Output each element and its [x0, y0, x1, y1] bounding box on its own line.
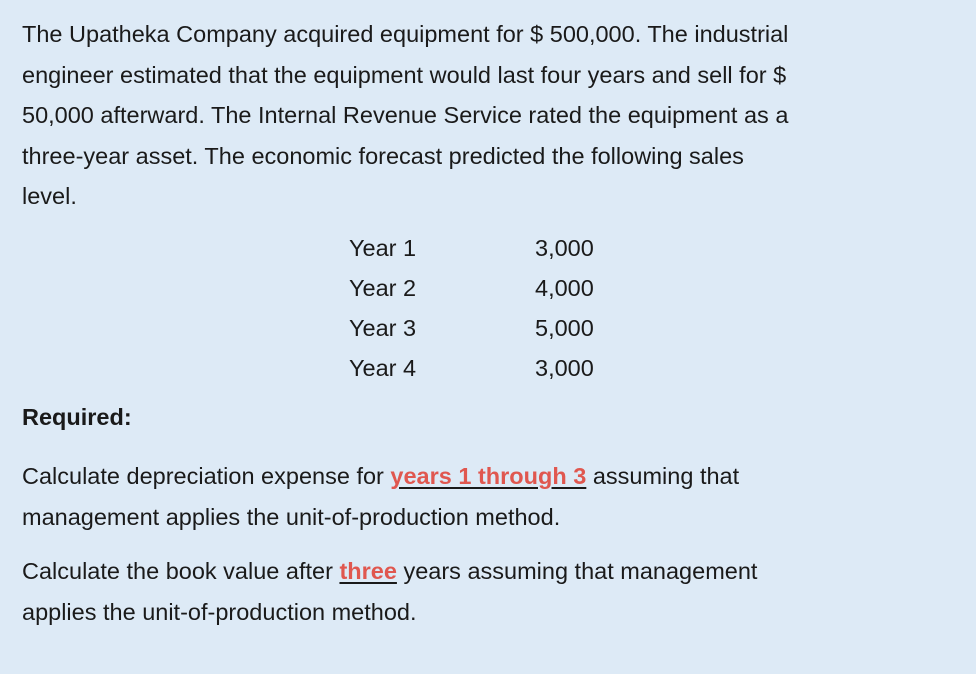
- question-1-text-cont: assuming that: [586, 463, 740, 489]
- sales-units: 3,000: [535, 234, 594, 261]
- year-label: Year 3: [349, 314, 417, 341]
- intro-line-2: engineer estimated that the equipment would last four years and sell for $: [22, 61, 787, 88]
- question-1-text: Calculate depreciation expense for: [22, 463, 391, 489]
- question-2-line-2: applies the unit-of-production method.: [22, 598, 417, 625]
- table-row: [349, 228, 594, 268]
- table-row: [349, 268, 594, 308]
- intro-line-3: 50,000 afterward. The Internal Revenue Service rated the equipment as a: [22, 102, 789, 128]
- table-row: [349, 348, 594, 388]
- question-1: [22, 456, 957, 537]
- intro-line-1: The Upatheka Company acquired equipment for $ 500,000. The industrial: [22, 21, 789, 47]
- intro-line-4: three-year asset. The economic forecast predicted the following sales: [22, 142, 744, 169]
- question-2-highlight: three: [339, 558, 397, 584]
- year-label: Year 1: [349, 234, 417, 261]
- question-2-text-cont: years assuming that management: [396, 558, 758, 584]
- question-2-text: Calculate the book value after: [22, 558, 340, 584]
- year-label: Year 2: [349, 274, 417, 301]
- year-label: Year 4: [349, 354, 417, 381]
- question-2: [22, 551, 957, 632]
- question-1-highlight: years 1 through 3: [390, 463, 587, 489]
- intro-line-5: level.: [22, 183, 77, 209]
- sales-units: 5,000: [535, 314, 594, 341]
- question-1-line-2: management applies the unit-of-production method.: [22, 503, 561, 530]
- required-heading: Required:: [22, 404, 132, 430]
- table-row: [349, 308, 594, 348]
- intro-paragraph: [22, 14, 957, 217]
- sales-forecast-table: [349, 228, 594, 388]
- sales-units: 4,000: [535, 274, 594, 301]
- sales-units: 3,000: [535, 354, 594, 381]
